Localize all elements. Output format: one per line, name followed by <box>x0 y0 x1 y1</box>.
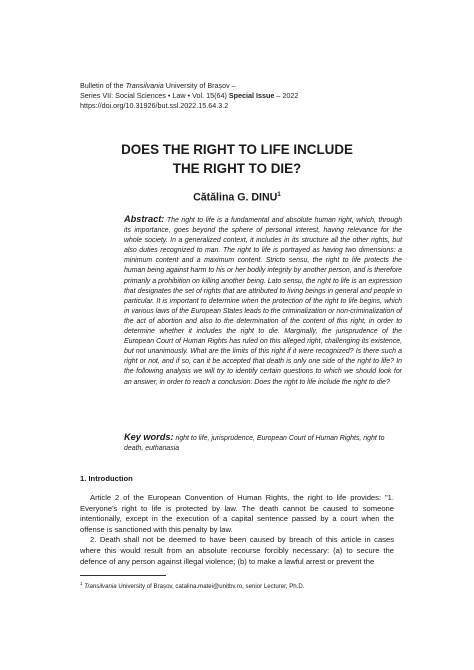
author-footnote-mark: 1 <box>277 191 281 198</box>
header-text: University of Brașov – <box>163 81 236 90</box>
journal-header <box>80 81 400 112</box>
keywords-text: right to life, jurisprudence, European Court of Human Rights, right to death, euthanasia <box>124 435 385 453</box>
doi-line: https://doi.org/10.31926/but.ssl.2022.15.64.3.2 <box>80 101 229 111</box>
title-line-2: THE RIGHT TO DIE? <box>172 161 302 176</box>
author <box>60 191 414 204</box>
abstract-label: Abstract: <box>124 214 165 224</box>
keywords-label: Key words: <box>124 432 174 442</box>
special-issue-label: Special Issue <box>228 91 275 101</box>
header-text: – 2022 <box>274 91 299 101</box>
body-paragraph: 2. Death shall not be deemed to have been caused by breach of this article in cases where this would result from an absolute recourse forcibly necessary: (a) to secure the defence of any person against illegal violence; (b) to make a lawful arrest or prevent the <box>80 535 394 566</box>
header-italic: Transilvania <box>125 81 164 90</box>
footnote-mark: 1 <box>80 581 83 586</box>
body-text <box>80 493 394 567</box>
author-name: Cătălina G. DINU <box>193 191 278 204</box>
section-heading: 1. Introduction <box>80 474 133 483</box>
footnote <box>80 580 400 591</box>
header-line-1 <box>80 81 400 91</box>
header-text: Bulletin of the <box>80 81 126 90</box>
footnote-italic: Transilvania <box>84 583 117 591</box>
footnote-divider <box>80 575 166 576</box>
header-line-2 <box>80 91 400 101</box>
header-text: Series VII: Social Sciences • Law • Vol. 15(64) <box>80 91 229 101</box>
title-line-1: DOES THE RIGHT TO LIFE INCLUDE <box>121 142 353 157</box>
footnote-text: University of Brașov, catalina.matei@unitbv.ro, senior Lecturer, Ph.D. <box>116 583 305 591</box>
abstract <box>124 214 402 388</box>
paper-title <box>60 140 414 178</box>
abstract-text: The right to life is a fundamental and absolute human right, which, through its importance, goes beyond the sphere of personal interest, having relevance for the whole society. In a generalized context, it includes in its structure all the other rights, but also duties recognized to man. The right to life is portrayed as having two dimensions: a minimum content and a maximum content. Stricto sensu, the right to life protects the human being against harm to his or her bodily integrity by another person, and is therefore primarily a prohibition on killing another being. Lato sensu, the right to life is an expression that designates the set of rights that are attributed to living beings in general and people in particular. It is important to determine when the protection of the right to life begins, which in various laws of the European States leads to the criminalization or non-criminalization of the act of abortion and also to the determination of the content of this right, in order to determine whether it includes the right to die. Marginally, the jurisprudence of the European Court of Human Rights has ruled on this alleged right, challenging its existence, but not unanimously. What are the limits of this right if it were recognized? Is there such a right or not, and if so, can it be accepted that death is only one side of the right to life? In the following analysis we will try to identify certain questions to which we should look for an answer, in order to reach a conclusion: Does the right to life include the right to die? <box>124 217 402 386</box>
body-paragraph: Article 2 of the European Convention of Human Rights, the right to life provides: "1. Everyone's right to life is protected by law. The death cannot be caused to someone intentionally, except in the execution of a capital sentence passed by a court when the offense is sanctioned with this penalty by law. <box>80 493 394 534</box>
keywords <box>124 432 402 454</box>
